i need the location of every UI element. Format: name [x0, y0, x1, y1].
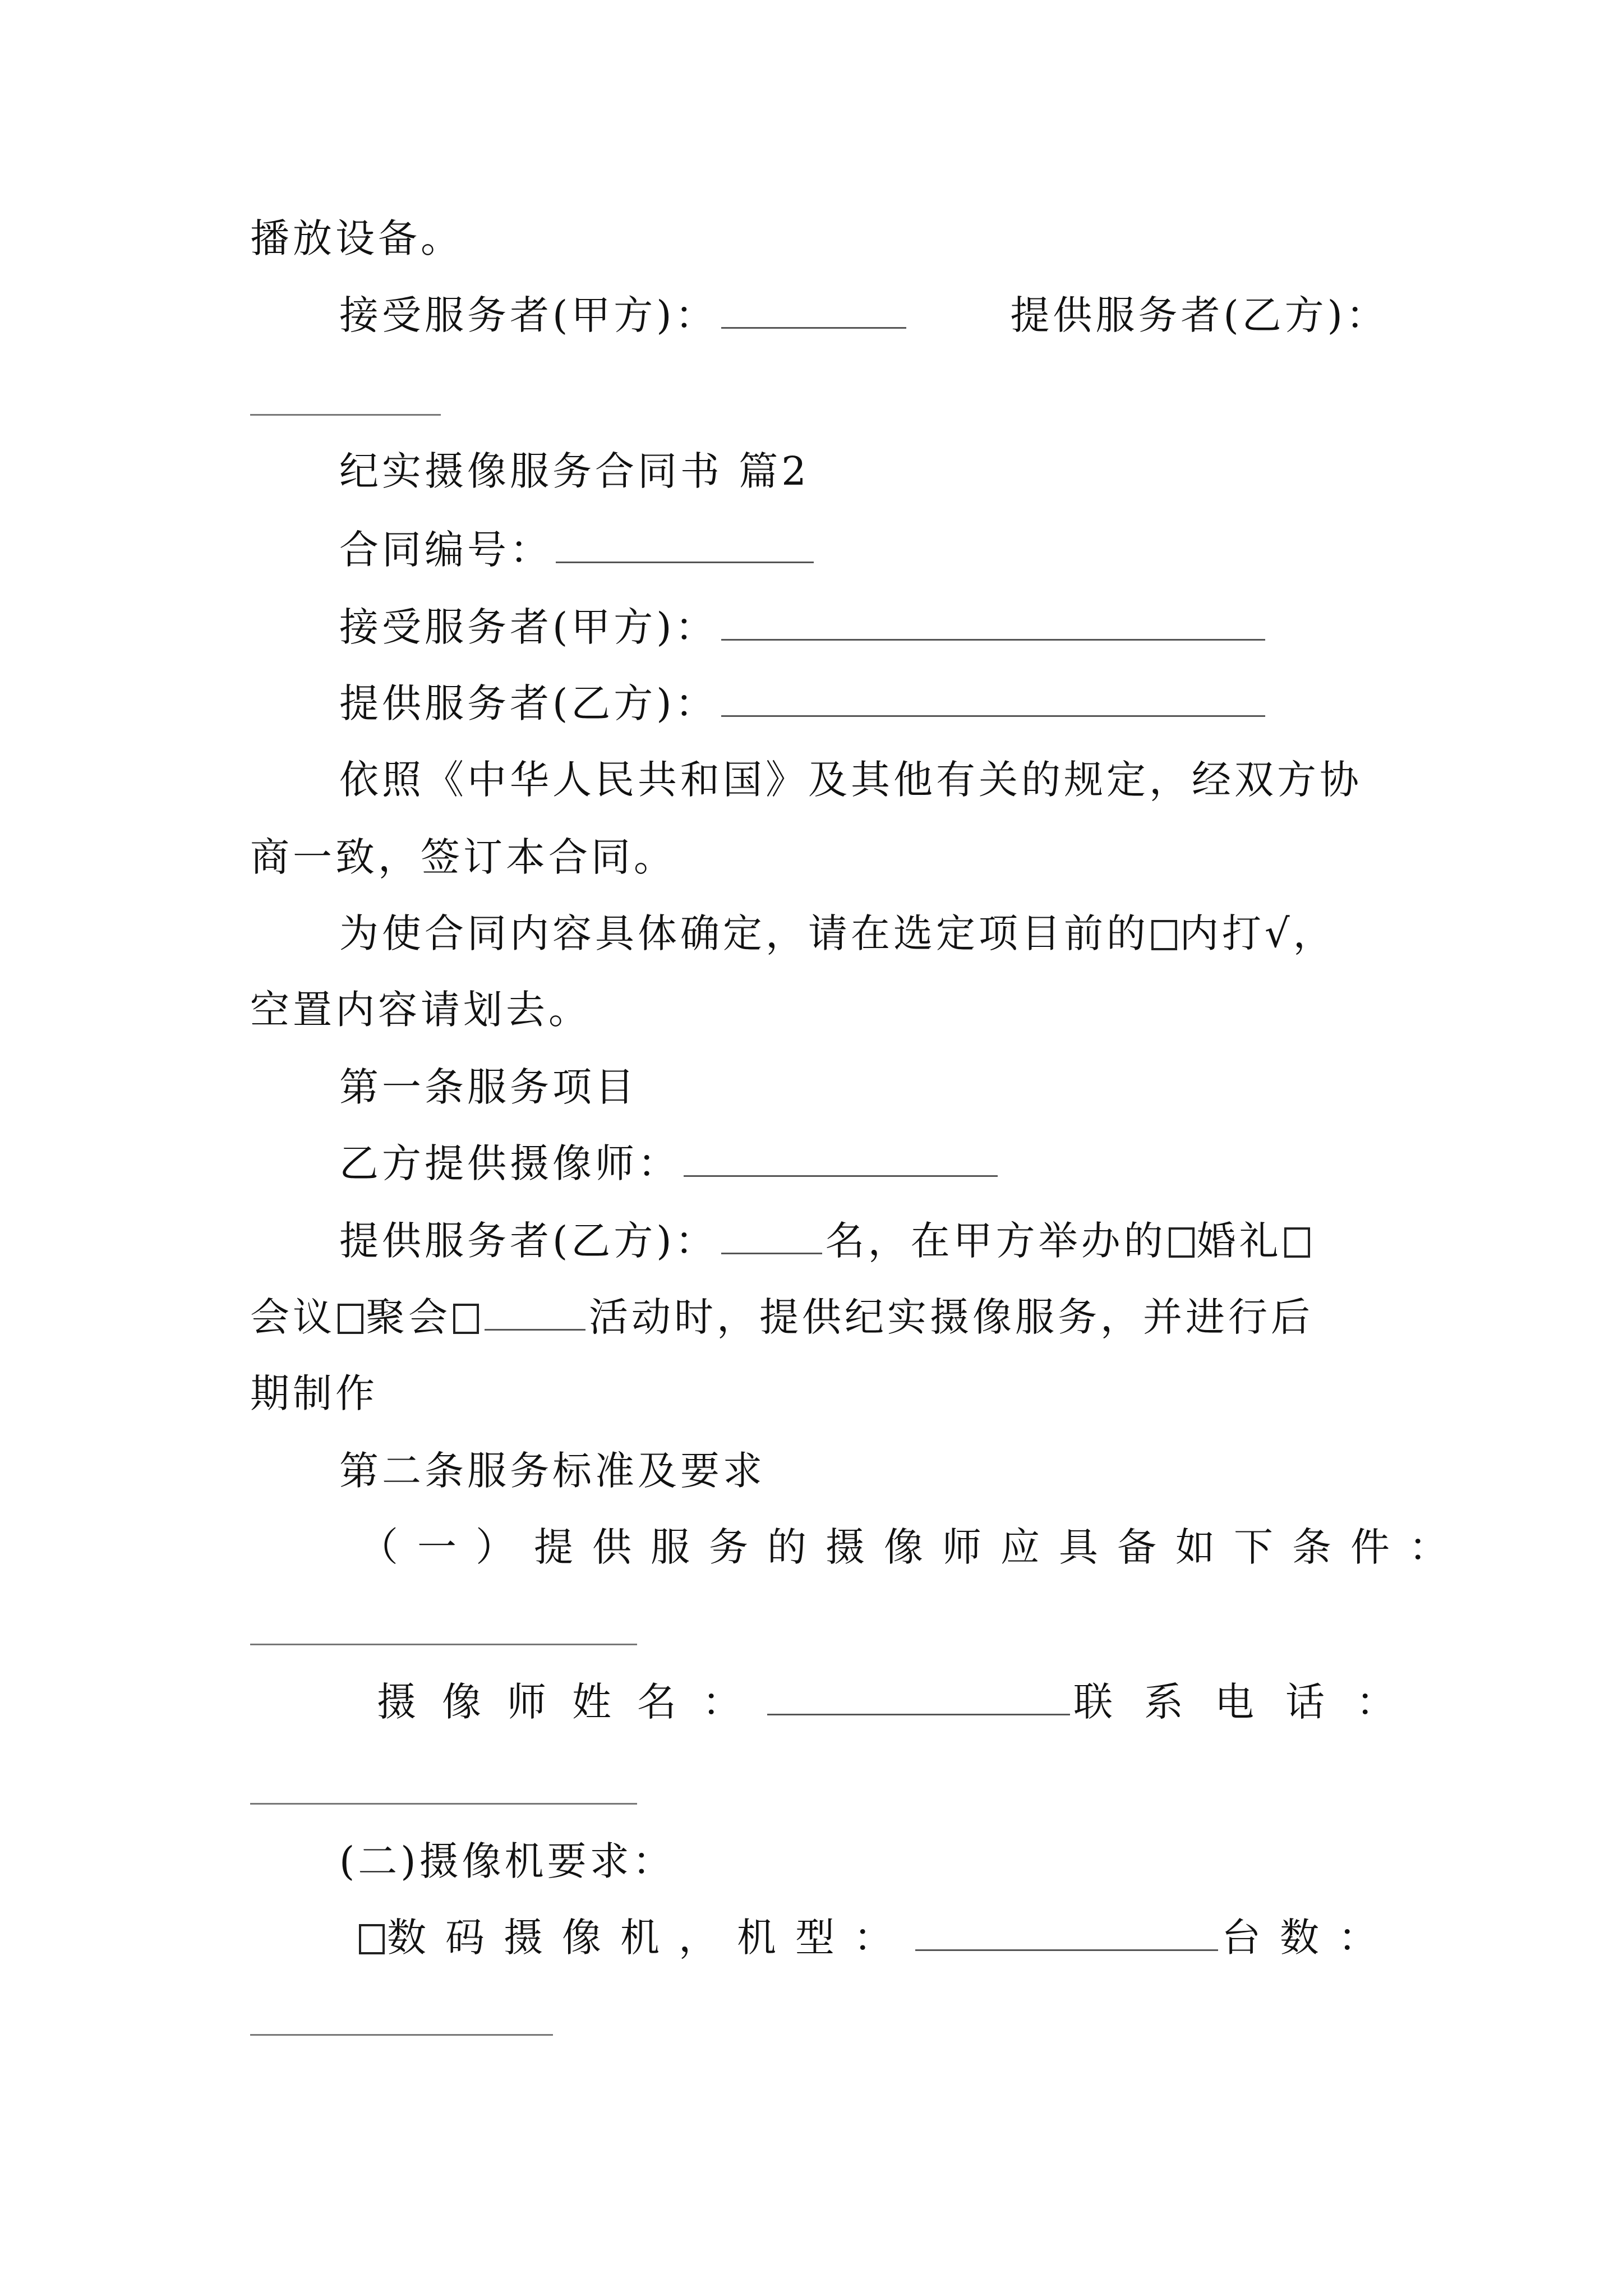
photographer-label: 乙方提供摄像师： — [339, 1140, 680, 1186]
contract-number-blank[interactable] — [556, 528, 814, 563]
text: 聚会 — [366, 1294, 451, 1340]
text-line — [339, 1443, 1389, 1499]
party-b-blank[interactable] — [250, 414, 441, 416]
text-line — [339, 287, 1389, 343]
party-a-label: 接受服务者(甲方)： — [339, 604, 718, 650]
text-line — [250, 829, 1389, 885]
text: （一）提供服务的摄像师应具备如下条件： — [359, 1524, 1467, 1570]
phone-label: 联系电话： — [1073, 1679, 1427, 1725]
photographer-blank[interactable] — [684, 1142, 998, 1177]
text: (二)摄像机要求： — [339, 1838, 675, 1884]
text-line — [250, 210, 1389, 266]
text-line — [339, 1135, 1389, 1191]
party-a-blank[interactable] — [721, 605, 1265, 641]
party-a-label: 接受服务者(甲方)： — [339, 292, 718, 338]
text: 名，在甲方举办的 — [825, 1218, 1166, 1264]
count-blank[interactable] — [721, 1219, 822, 1254]
text-line — [339, 1833, 1389, 1889]
party-checkbox[interactable] — [338, 1304, 363, 1334]
photographer-name-label: 摄像师姓名： — [377, 1679, 767, 1725]
text-line — [359, 1910, 1396, 1966]
text-line — [250, 982, 1389, 1038]
party-b-label: 提供服务者(乙方)： — [1010, 292, 1389, 338]
article-title: 第二条服务标准及要求 — [339, 1448, 766, 1494]
camera-count-blank[interactable] — [250, 2034, 553, 2036]
camera-model-blank[interactable] — [915, 1916, 1218, 1951]
text-line — [339, 675, 1389, 731]
text: 活动时，提供纪实摄像服务，并进行后 — [589, 1294, 1313, 1340]
text-line — [377, 1674, 1427, 1730]
other-checkbox[interactable] — [453, 1304, 479, 1334]
text-line — [250, 1289, 1389, 1345]
text-line — [339, 905, 1389, 961]
party-a-blank[interactable] — [721, 293, 906, 329]
text: 婚礼 — [1196, 1218, 1282, 1264]
article-title: 第一条服务项目 — [339, 1064, 638, 1110]
party-b-blank[interactable] — [721, 682, 1265, 717]
text-line — [339, 443, 1389, 499]
party-b-label: 提供服务者(乙方)： — [339, 680, 718, 726]
wedding-checkbox[interactable] — [1169, 1227, 1195, 1258]
conditions-blank[interactable] — [250, 1644, 637, 1645]
contract-number-label: 合同编号： — [339, 527, 552, 573]
text: 为使合同内容具体确定，请在选定项目前的 — [339, 910, 1149, 956]
text: 期制作 — [250, 1370, 378, 1416]
text: 内打√， — [1179, 910, 1336, 956]
text: 提供服务者(乙方)： — [339, 1218, 718, 1264]
phone-blank[interactable] — [250, 1803, 637, 1805]
text-line — [339, 522, 1389, 578]
camera-model-label: 数码摄像机，机型： — [387, 1915, 912, 1961]
text: 会议 — [250, 1294, 335, 1340]
text: 空置内容请划去。 — [250, 987, 591, 1033]
meeting-checkbox[interactable] — [1284, 1227, 1310, 1258]
digital-camera-checkbox[interactable] — [359, 1924, 385, 1954]
text-line — [250, 1365, 1389, 1421]
checkbox-icon — [1151, 920, 1177, 950]
text-line — [359, 1519, 1467, 1575]
text: 播放设备。 — [250, 215, 463, 261]
other-event-blank[interactable] — [485, 1295, 585, 1331]
text-line — [339, 599, 1389, 655]
photographer-name-blank[interactable] — [767, 1680, 1070, 1715]
text: 依照《中华人民共和国》及其他有关的规定，经双方协 — [339, 757, 1362, 803]
text-line — [339, 1059, 1389, 1115]
text-line — [339, 1213, 1389, 1269]
camera-count-label: 台数： — [1221, 1915, 1396, 1961]
section-title: 纪实摄像服务合同书 篇2 — [339, 448, 810, 494]
text-line — [339, 752, 1389, 808]
text: 商一致，签订本合同。 — [250, 834, 676, 880]
